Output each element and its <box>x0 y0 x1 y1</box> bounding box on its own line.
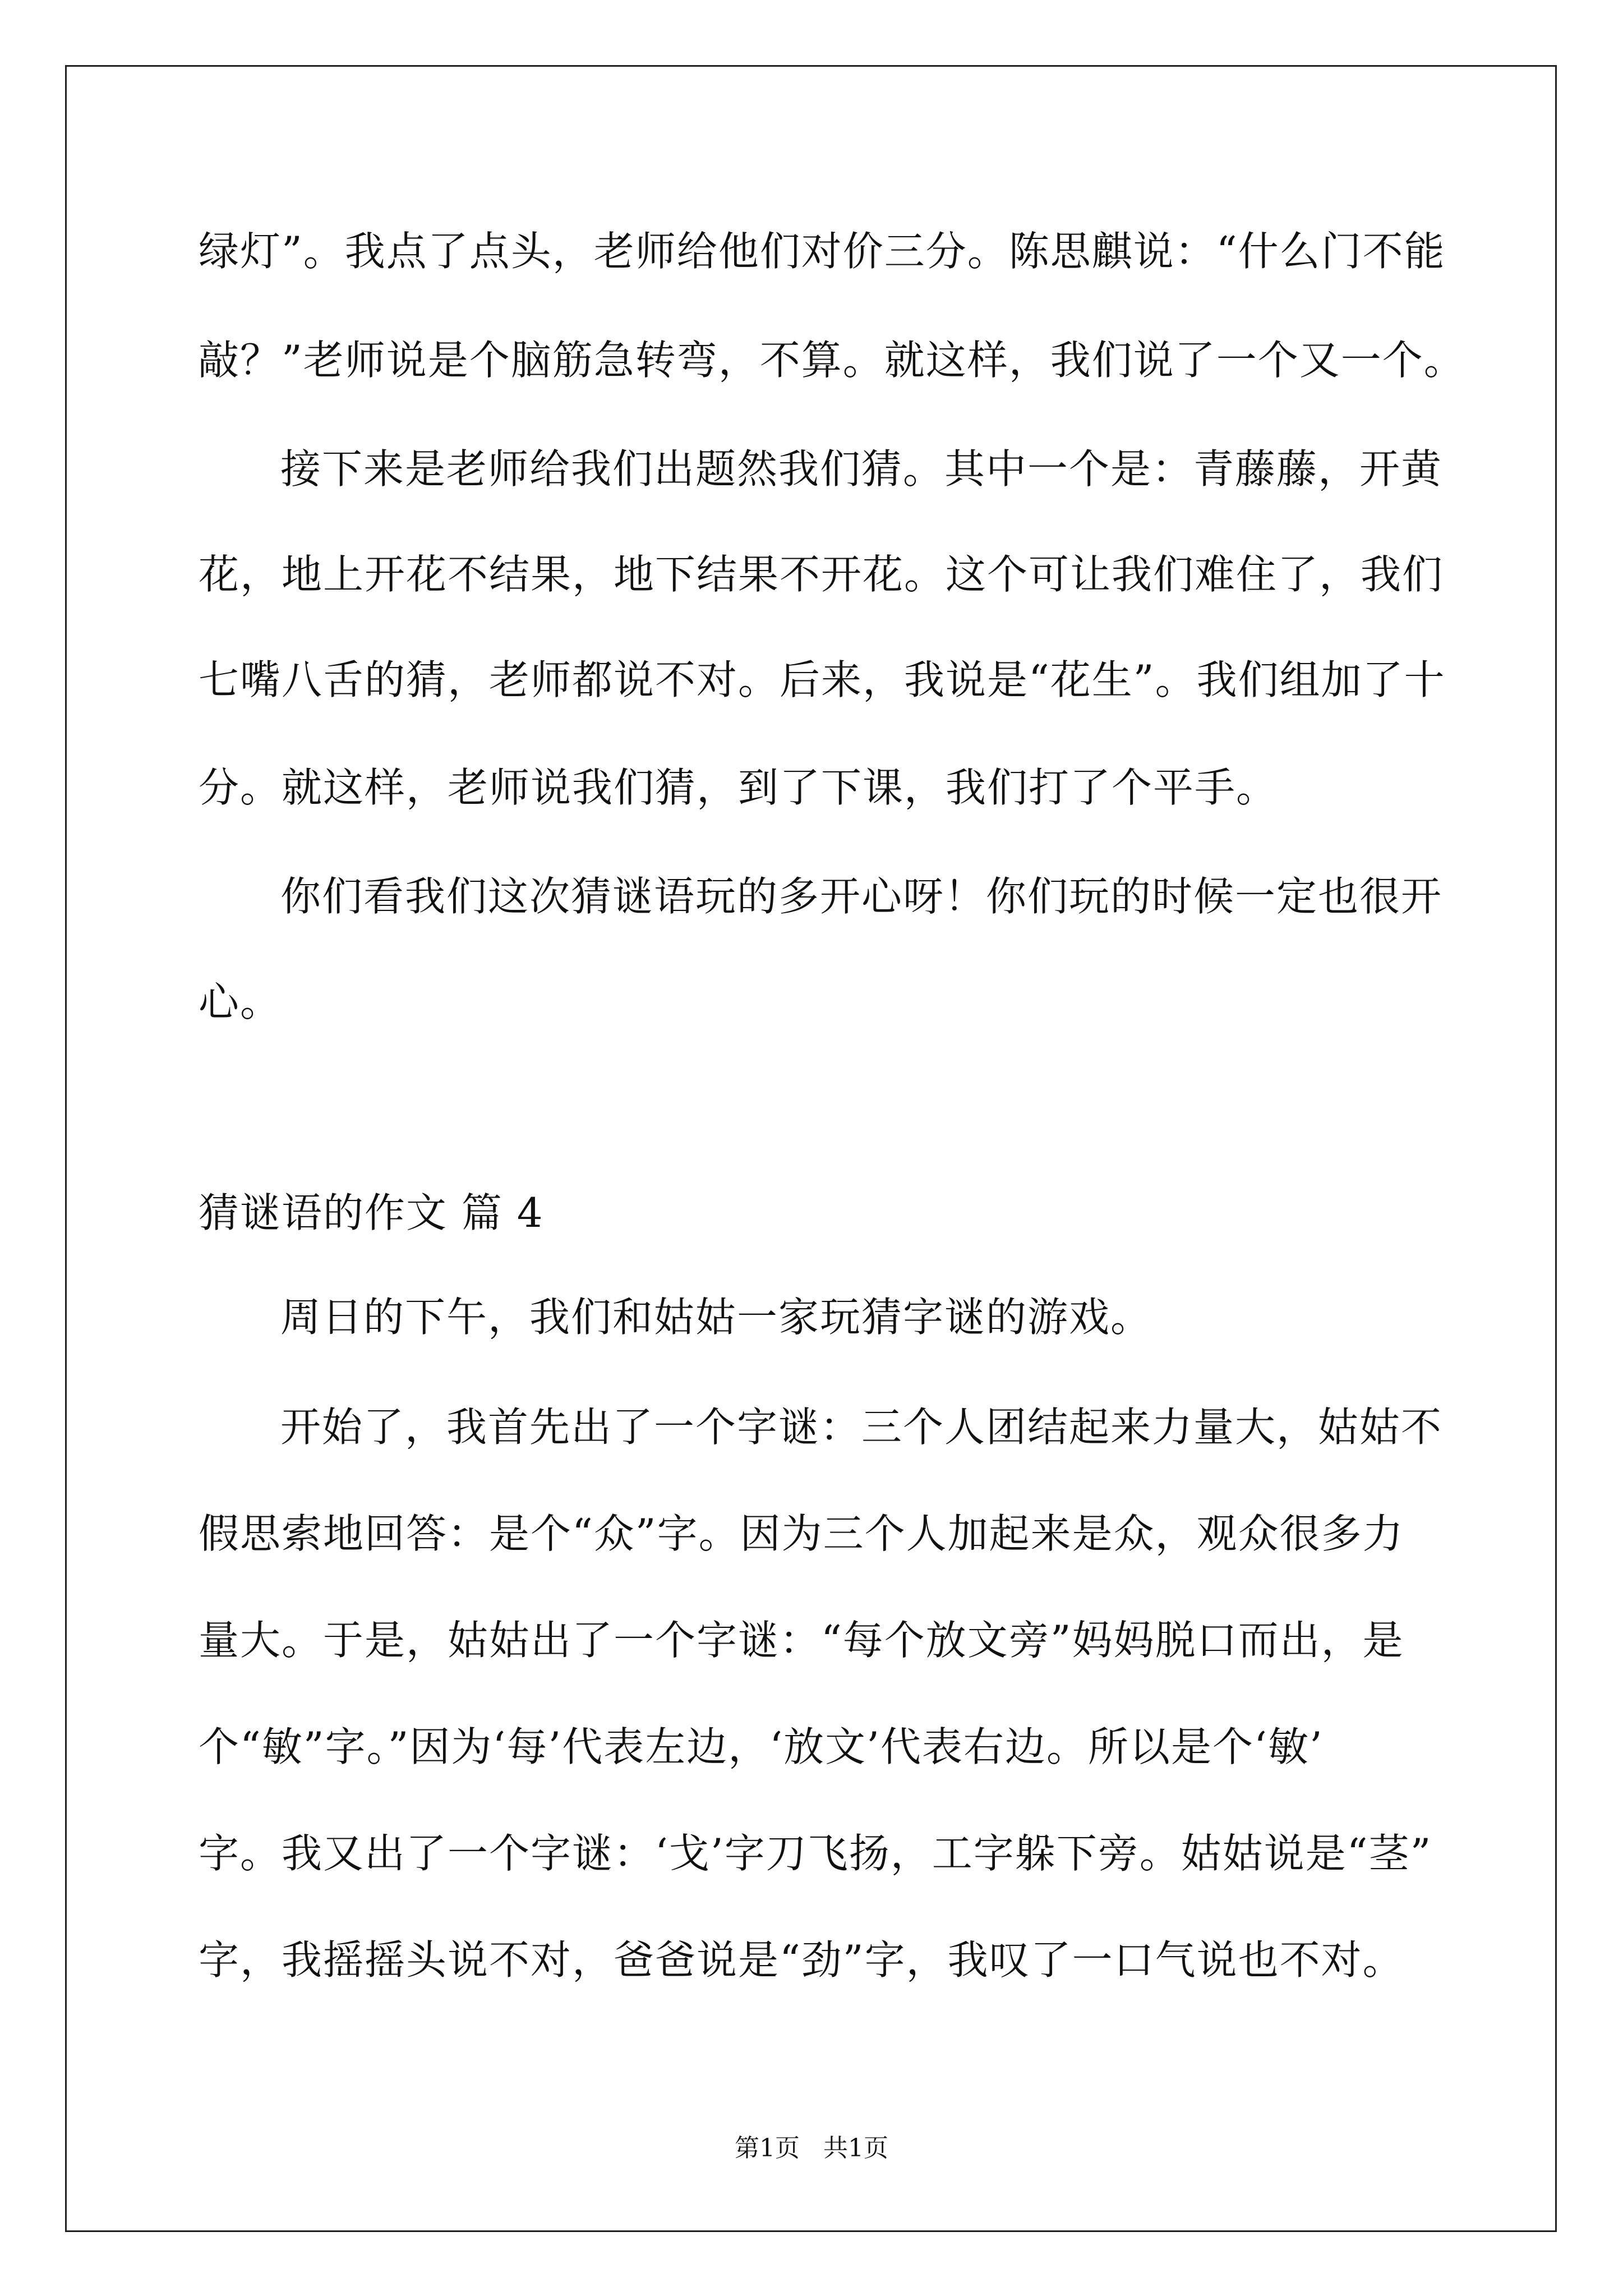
section-heading: 猜谜语的作文 篇 4 <box>199 1189 544 1236</box>
text-line-2: 敲？”老师说是个脑筋急转弯，不算。就这样，我们说了一个又一个。 <box>199 337 1465 384</box>
text-line-11: 开始了，我首先出了一个字谜：三个人团结起来力量大，姑姑不 <box>280 1404 1443 1451</box>
text-line-8: 心。 <box>199 978 282 1025</box>
text-line-4: 花，地上开花不结果，地下结果不开花。这个可让我们难住了，我们 <box>199 551 1444 598</box>
text-line-5: 七嘴八舌的猜，老师都说不对。后来，我说是“花生”。我们组加了十 <box>199 656 1446 703</box>
text-line-14: 个“敏”字。”因为‘每’代表左边，‘放文’代表右边。所以是个‘敏’ <box>199 1723 1324 1770</box>
text-line-15: 字。我又出了一个字谜：‘戈’字刀飞扬，工字躲下旁。姑姑说是“茎” <box>199 1830 1432 1877</box>
text-line-1: 绿灯”。我点了点头，老师给他们对价三分。陈思麒说：“什么门不能 <box>199 228 1446 275</box>
text-line-3: 接下来是老师给我们出题然我们猜。其中一个是：青藤藤，开黄 <box>280 445 1443 493</box>
text-line-7: 你们看我们这次猜谜语玩的多开心呀！你们玩的时候一定也很开 <box>280 873 1443 920</box>
text-line-16: 字，我摇摇头说不对，爸爸说是“劲”字，我叹了一口气说也不对。 <box>199 1936 1404 1984</box>
page-border <box>65 65 1557 2232</box>
text-line-12: 假思索地回答：是个“众”字。因为三个人加起来是众，观众很多力 <box>199 1510 1404 1557</box>
text-line-10: 周日的下午，我们和姑姑一家玩猜字谜的游戏。 <box>280 1294 1152 1341</box>
page-footer: 第1页 共1页 <box>735 2134 888 2162</box>
text-line-6: 分。就这样，老师说我们猜，到了下课，我们打了个平手。 <box>199 764 1278 811</box>
text-line-13: 量大。于是，姑姑出了一个字谜：“每个放文旁”妈妈脱口而出，是 <box>199 1617 1404 1664</box>
